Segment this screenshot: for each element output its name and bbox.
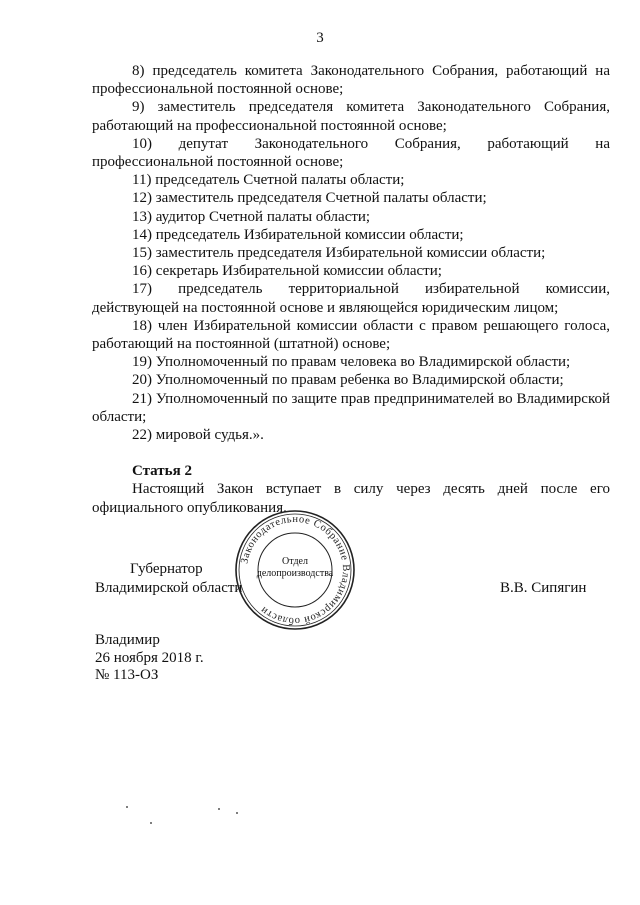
official-stamp: [233, 508, 357, 632]
scan-speck: [218, 808, 220, 810]
list-item: 9) заместитель председателя комитета Законодательного Собрания, работающий на профессиональной постоянной основе;: [92, 99, 610, 134]
stamp-center-line: Отдел: [282, 556, 308, 567]
stamp-center-text: [233, 556, 357, 580]
governor-region: Владимирской области: [95, 580, 243, 596]
list-item: 15) заместитель председателя Избирательной комиссии области;: [132, 245, 546, 262]
list-item: 17) председатель территориальной избирательной комиссии, действующей на постоянной основе и являющейся юридическим лицом;: [92, 281, 610, 316]
governor-name: В.В. Сипягин: [500, 580, 587, 596]
list-item: 10) депутат Законодательного Собрания, работающий на профессиональной постоянной основе;: [92, 135, 610, 171]
footer-date: 26 ноября 2018 г.: [95, 649, 204, 666]
scan-speck: [150, 822, 152, 824]
document-body: [92, 62, 610, 517]
stamp-center-line: делопроизводства: [256, 568, 334, 579]
list-item: 20) Уполномоченный по правам ребенка во Владимирской области;: [132, 372, 564, 389]
list-item: 18) член Избирательной комиссии области с правом решающего голоса, работающий на постоянной (штатной) основе;: [92, 317, 610, 353]
scan-speck: [126, 806, 128, 808]
article-text: Настоящий Закон вступает в силу через десять дней после его официального опубликования.: [92, 481, 610, 516]
list-item: 12) заместитель председателя Счетной палаты области;: [132, 190, 487, 207]
article-title: Статья 2: [132, 463, 192, 480]
list-item: 8) председатель комитета Законодательного Собрания, работающий на профессиональной постоянной основе;: [92, 63, 610, 98]
document-footer: [95, 632, 204, 685]
list-item: 16) секретарь Избирательной комиссии области;: [132, 263, 442, 280]
list-item: 19) Уполномоченный по правам человека во Владимирской области;: [132, 354, 571, 371]
footer-city: Владимир: [95, 632, 160, 648]
stamp-ring-text: Законодательное Собрание Владимирской области: [239, 513, 352, 627]
list-item: 14) председатель Избирательной комиссии области;: [132, 226, 464, 243]
scan-speck: [236, 812, 238, 814]
list-item: 21) Уполномоченный по защите прав предпринимателей во Владимирской области;: [92, 390, 610, 425]
list-item: 22) мировой судья.».: [132, 427, 264, 444]
list-item: 13) аудитор Счетной палаты области;: [132, 208, 371, 225]
footer-number: № 113-ОЗ: [95, 667, 159, 683]
page-number: 3: [316, 30, 324, 46]
list-item: 11) председатель Счетной палаты области;: [132, 172, 405, 189]
governor-title: Губернатор: [130, 561, 203, 577]
